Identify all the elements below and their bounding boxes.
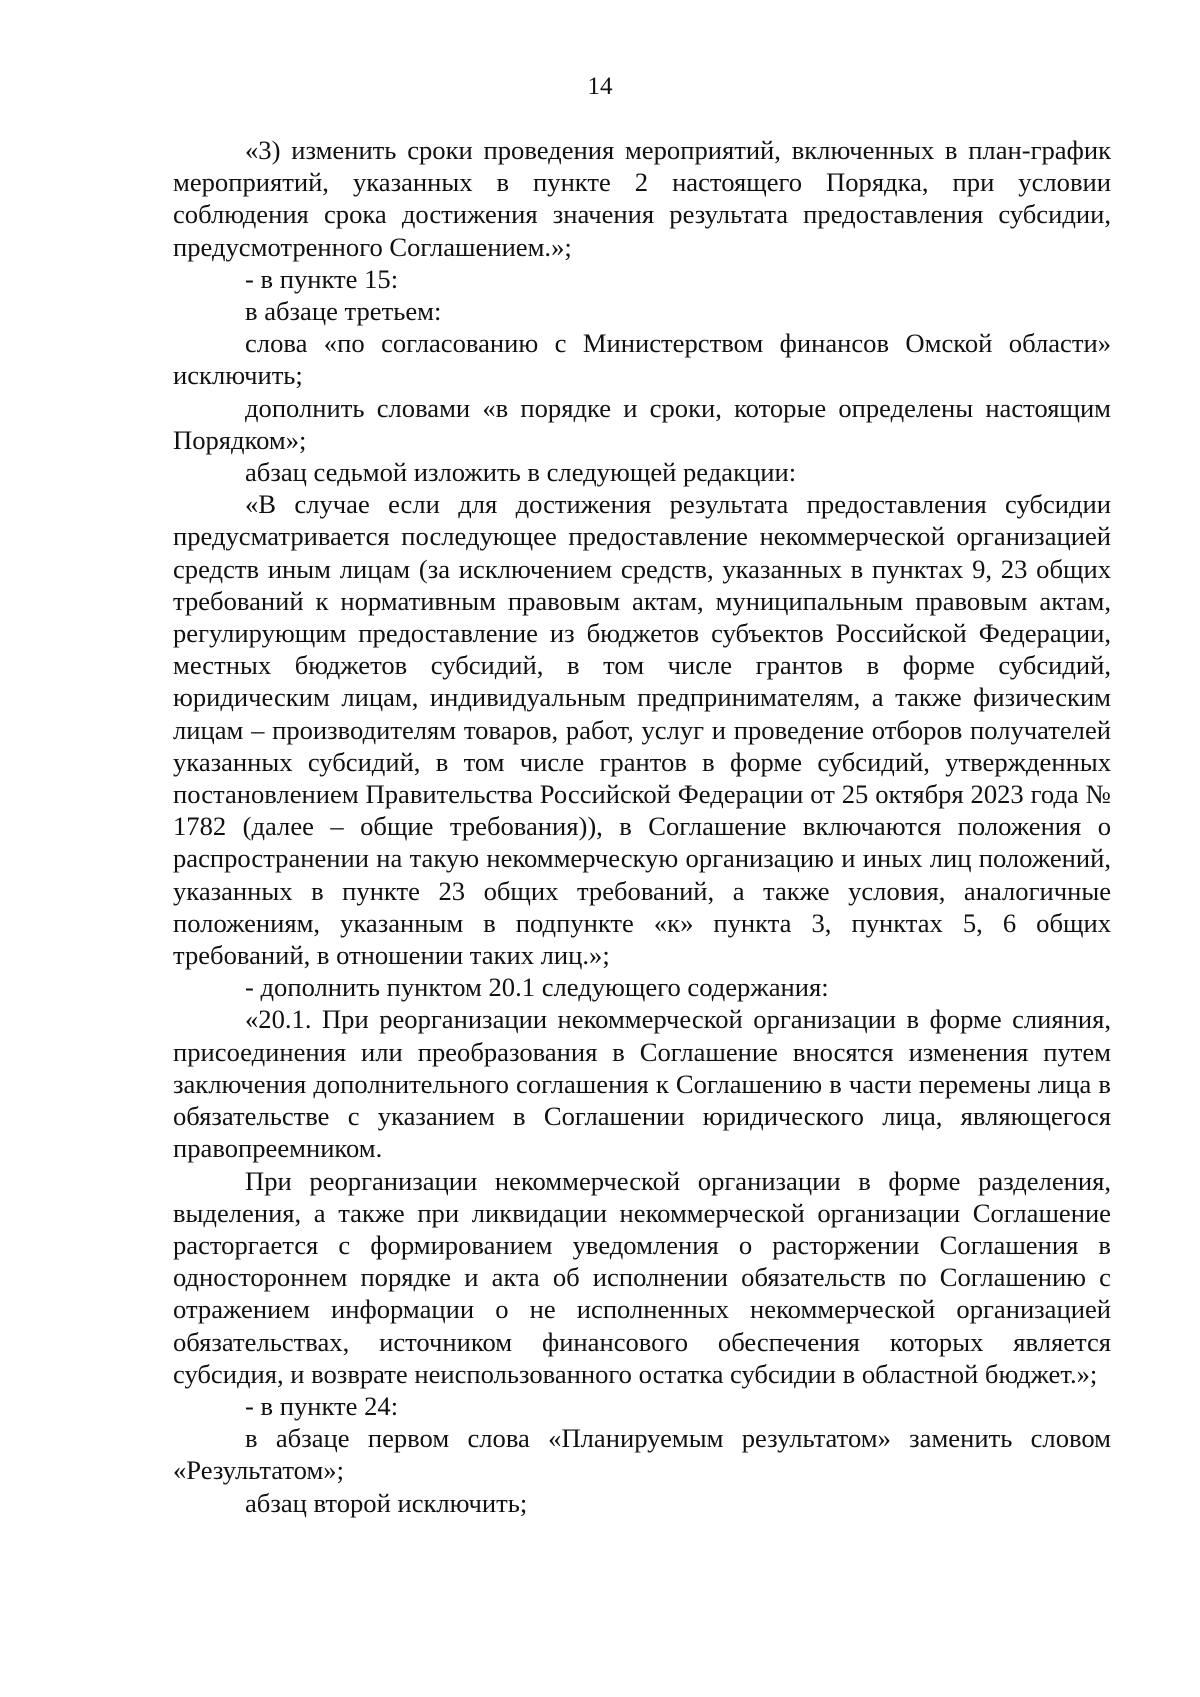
paragraph-point-15-heading: - в пункте 15: <box>245 263 399 294</box>
paragraph-third-abzac-heading: в абзаце третьем: <box>245 296 442 327</box>
paragraph-words-exclude: слова «по согласованию с Министерством финансов Омской области» исключить; <box>173 328 1111 391</box>
paragraph-seventh-abzac-heading: абзац седьмой изложить в следующей редакции: <box>245 457 797 488</box>
paragraph-first-abzac-replace: в абзаце первом слова «Планируемым результатом» заменить словом «Результатом»; <box>173 1423 1111 1486</box>
paragraph-second-abzac-exclude: абзац второй исключить; <box>245 1487 528 1518</box>
paragraph-reorganization-text: При реорганизации некоммерческой организации в форме разделения, выделения, а также при ликвидации некоммерческой организации Соглашение расторгается с формированием уведомления о расторжении Соглашения в одностороннем порядке и акта об исполнении обязательств по Соглашению с отражением информации о не исполненных некоммерческой организацией обязательствах, источником финансового обеспечения которых является субсидия, и возврате неиспользованного остатка субсидии в областной бюджет.»; <box>173 1165 1111 1389</box>
paragraph-point-20-1-text: «20.1. При реорганизации некоммерческой организации в форме слияния, присоединения или преобразования в Соглашение вносятся изменения путем заключения дополнительного соглашения к Соглашению в части перемены лица в обязательстве с указанием в Соглашении юридического лица, являющегося правопреемником. <box>173 1004 1111 1164</box>
paragraph-point-24-heading: - в пункте 24: <box>245 1390 399 1421</box>
document-body <box>173 134 1111 1519</box>
paragraph-seventh-abzac-text: «В случае если для достижения результата предоставления субсидии предусматривается последующее предоставление некоммерческой организацией средств иным лицам (за исключением средств, указанных в пунктах 9, 23 общих требований к нормативным правовым актам, муниципальным правовым актам, регулирующим предоставление из бюджетов субъектов Российской Федерации, местных бюджетов субсидий, в том числе грантов в форме субсидий, юридическим лицам, индивидуальным предпринимателям, а также физическим лицам – производителям товаров, работ, услуг и проведение отборов получателей указанных субсидий, в том числе грантов в форме субсидий, утвержденных постановлением Правительства Российской Федерации от 25 октября 2023 года № 1782 (далее – общие требования)), в Соглашение включаются положения о распространении на такую некоммерческую организацию и иных лиц положений, указанных в пункте 23 общих требований, а также условия, аналогичные положениям, указанным в подпункте «к» пункта 3, пунктах 5, 6 общих требований, в отношении таких лиц.»; <box>173 489 1111 971</box>
paragraph-add-point-20-1-heading: - дополнить пунктом 20.1 следующего содержания: <box>245 972 829 1003</box>
paragraph-add-words: дополнить словами «в порядке и сроки, которые определены настоящим Порядком»; <box>173 392 1111 455</box>
paragraph-item-3-amendment: «3) изменить сроки проведения мероприятий, включенных в план-график мероприятий, указанных в пункте 2 настоящего Порядка, при условии соблюдения срока достижения значения результата предоставления субсидии, предусмотренного Соглашением.»; <box>173 135 1111 262</box>
page-number: 14 <box>587 73 613 100</box>
